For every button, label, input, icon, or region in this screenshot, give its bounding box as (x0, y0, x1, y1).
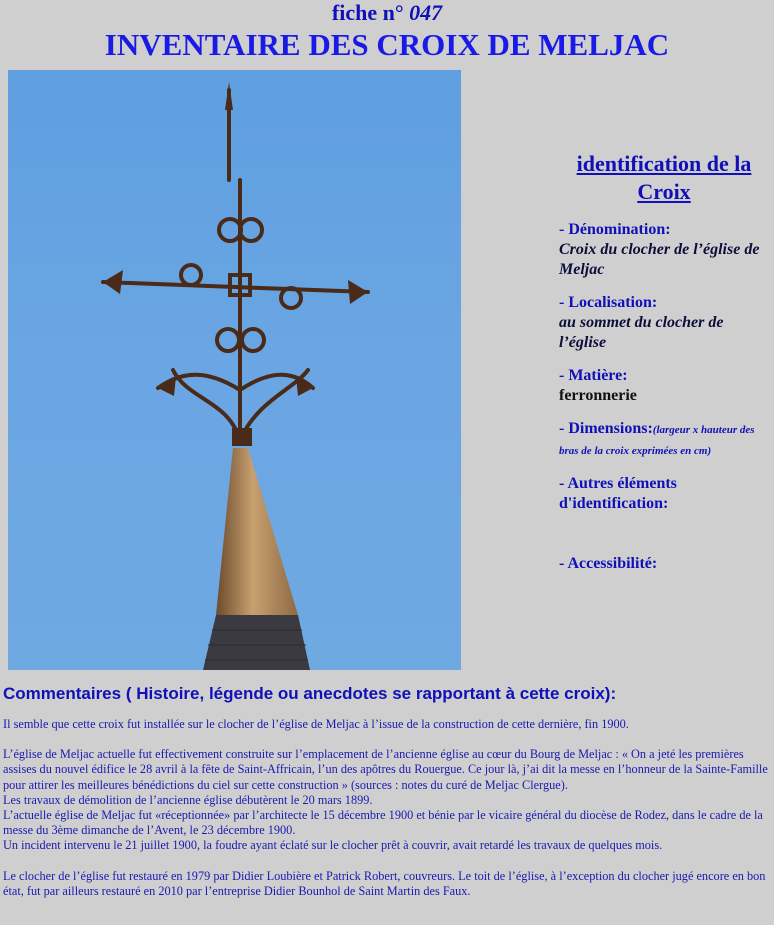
localisation-field (559, 293, 769, 353)
denomination-field (559, 220, 769, 280)
comment-paragraph-6: Le clocher de l’église fut restauré en 1979 par Didier Loubière et Patrick Robert, couvreurs. Le toit de l’église, à l’exception du clocher jugé encore en bon état, fut par ailleurs restauré en 2010 par l’entreprise Didier Bounhol de Saint Martin des Faux. (3, 868, 766, 898)
comments-section (3, 683, 769, 899)
denomination-label: - Dénomination: (559, 221, 671, 238)
page-title: INVENTAIRE DES CROIX DE MELJAC (104, 27, 670, 62)
localisation-label: - Localisation: (559, 294, 658, 311)
comment-paragraph-1: Il semble que cette croix fut installée sur le clocher de l’église de Meljac à l’issue de la construction de cette dernière, fin 1900. (3, 717, 629, 731)
dimensions-note: (largeur x hauteur des bras de la croix exprimées en cm) (559, 424, 755, 457)
denomination-value: Croix du clocher de l’église de Meljac (559, 241, 760, 278)
matiere-value: ferronnerie (559, 387, 637, 404)
wrought-iron-cross-image (8, 70, 461, 670)
matiere-label: - Matière: (559, 367, 628, 384)
dimensions-field (559, 419, 769, 461)
accessibilite-label: - Accessibilité: (559, 555, 658, 572)
comment-paragraph-4: L’actuelle église de Meljac fut «réceptionnée» par l’architecte le 15 décembre 1900 et bénie par le vicaire général du diocèse de Rodez, dans le cadre de la messe du 3ème dimanche de l’Avent, le 23 décembre 1900. (3, 808, 763, 838)
comment-paragraph-3: Les travaux de démolition de l’ancienne église débutèrent le 20 mars 1899. (3, 792, 373, 807)
matiere-field (559, 366, 769, 406)
identification-heading: identification de la Croix (576, 151, 752, 204)
dimensions-label: - Dimensions: (559, 420, 653, 437)
cross-photo (8, 70, 461, 670)
fiche-label: fiche n° (331, 0, 404, 25)
autres-field (559, 474, 769, 514)
autres-label: - Autres éléments d'identification: (559, 475, 677, 512)
fiche-number-value: 047 (409, 0, 443, 25)
comments-heading: Commentaires ( Histoire, légende ou anecdotes se rapportant à cette croix): (3, 684, 617, 703)
comment-paragraph-5: Un incident intervenu le 21 juillet 1900, la foudre ayant éclaté sur le clocher prêt à couvrir, avait retardé les travaux de quelques mois. (3, 838, 663, 853)
fiche-number (0, 0, 774, 26)
comment-paragraph-2: L’église de Meljac actuelle fut effectivement construite sur l’emplacement de l’ancienne église au cœur du Bourg de Meljac : « On a jeté les premières assises du nouvel édifice le 28 avril à la fête de Saint-Affricain, l’un des apôtres du Rouergue. Ce jour là, j’ai dit la messe en l’honneur de la Sainte-Famille pour attirer les meilleures bénédictions du ciel sur cette construction » (sources : notes du curé de Meljac Clergue). (3, 747, 768, 792)
identification-panel (559, 150, 769, 587)
localisation-value: au sommet du clocher de l’église (559, 314, 724, 351)
accessibilite-field (559, 554, 769, 574)
